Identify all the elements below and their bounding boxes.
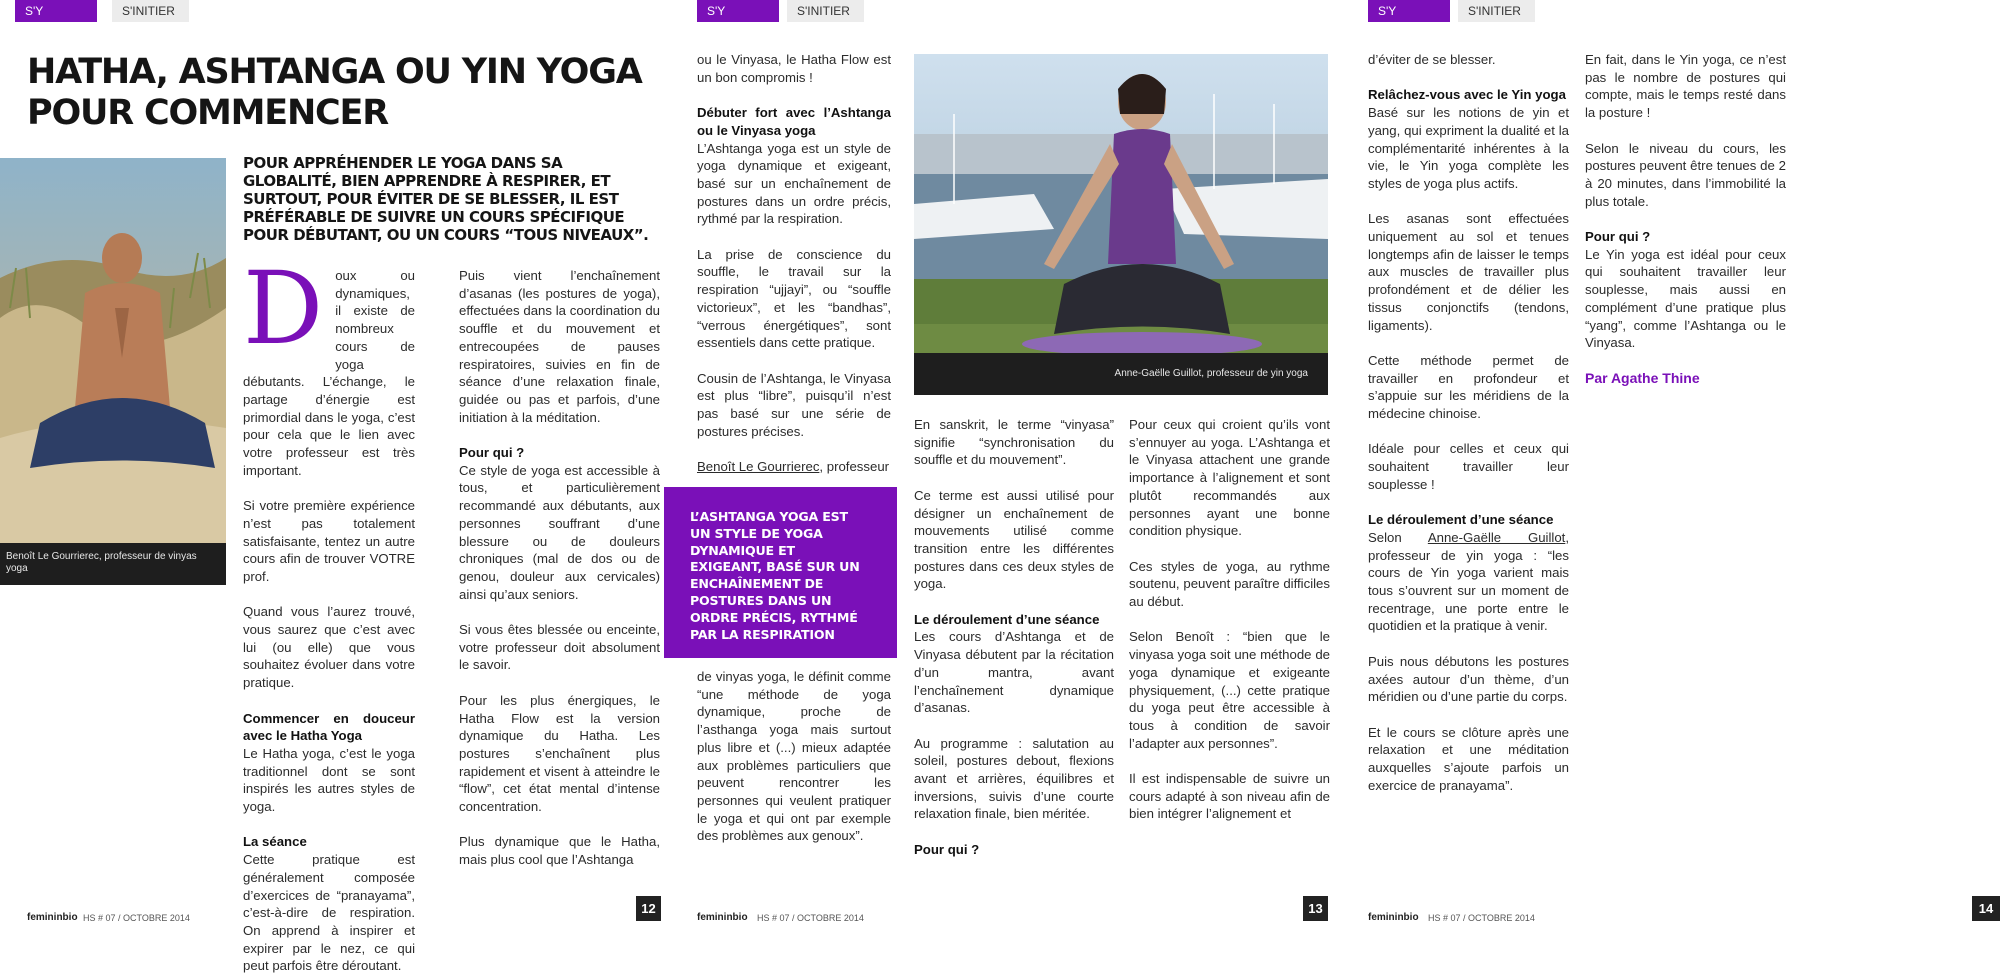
col2-p4: Pour les plus énergiques, le Hatha Flow est la version dynamique du Hatha. Les postures s’enchaînent plus rapidement et visent à atteindre le “flow”, cet état mental d’intense concentration. xyxy=(459,692,660,815)
footer-issue: HS # 07 / OCTOBRE 2014 xyxy=(1428,913,1535,923)
col6-heading-yin: Relâchez-vous avec le Yin yoga xyxy=(1368,87,1566,103)
column-7 xyxy=(1585,51,1786,387)
col6-p0: d’éviter de se blesser. xyxy=(1368,52,1496,67)
col3-p0: ou le Vinyasa, le Hatha Flow est un bon compromis ! xyxy=(697,52,891,85)
page-number: 14 xyxy=(1972,896,2000,921)
col4-p3: Les cours d’Ashtanga et de Vinyasa débutent par la récitation d’un mantra, avant l’enchaînement dynamique d’asanas. xyxy=(914,629,1114,716)
col3-benoit-link[interactable]: Benoît Le Gourrierec xyxy=(697,459,820,475)
col7-p2: Selon le niveau du cours, les postures peuvent être tenues de 2 à 20 minutes, dans l’immobilité la plus totale. xyxy=(1585,140,1786,209)
col2-p5: Plus dynamique que le Hatha, mais plus cool que l’Ashtanga xyxy=(459,834,660,868)
col1-intro: oux ou dynamiques, il existe de nombreux cours de yoga débutants. L’échange, le partage d’énergie est primordial dans le yoga, c’est pour cela que le lien avec votre professeur est très important. xyxy=(243,268,415,478)
col3-p5: de vinyas yoga, le définit comme “une méthode de yoga dynamique, proche de l’asthanga yoga mais surtout plus libre et (...) mieux adaptée aux problèmes particuliers que peuvent rencontrer les personnes qui veulent pratiquer le yoga et qui ont par exemple des problèmes aux genoux”. xyxy=(697,669,891,844)
col1-heading-seance: La séance xyxy=(243,834,307,850)
col5-p3: Selon Benoît : “bien que le vinyasa yoga soit une méthode de yoga dynamique et exigeante physiquement, (...) cette pratique du yoga peut être accessible à tous à condition de savoir l’adapter aux personnes”. xyxy=(1129,629,1330,751)
col6-p6: Puis nous débutons les postures axées autour d’un thème, d’un méridien ou d’une partie du corps. xyxy=(1368,653,1569,705)
col2-p2: Ce style de yoga est accessible à tous, et particulièrement recommandé aux débutants, aux personnes souffrant d’une blessure ou de douleurs chroniques (mal de dos ou de genou, douleur aux cervicales) ainsi qu’aux seniors. xyxy=(459,462,660,602)
tab-sy-mettre[interactable]: S'Y METTRE xyxy=(1368,0,1450,22)
col1-p4: Le Hatha yoga, c’est le yoga traditionnel dont se sont inspirés les autres styles de yoga. xyxy=(243,745,415,815)
col4-p2: Ce terme est aussi utilisé pour désigner un enchaînement de mouvements utilisé comme transition entre les différentes postures dans ces deux styles de yoga. xyxy=(914,487,1114,592)
col1-p2: Si votre première expérience n’est pas totalement satisfaisante, tentez un autre cours afin de trouver VOTRE prof. xyxy=(243,498,415,584)
pull-quote: L’ASHTANGA YOGA EST UN STYLE DE YOGA DYNAMIQUE ET EXIGEANT, BASÉ SUR UN ENCHAÎNEMENT DE POSTURES DANS UN ORDRE PRÉCIS, RYTHMÉ PAR LA RESPIRATION xyxy=(664,487,897,658)
col3-p3: Cousin de l’Ashtanga, le Vinyasa est plus “libre”, puisqu’il n’est pas basé sur une série de postures précises. xyxy=(697,370,891,439)
col6-p4: Idéale pour celles et ceux qui souhaitent travailler leur souplesse ! xyxy=(1368,441,1569,492)
footer-logo: femininbio xyxy=(27,912,78,923)
col2-p3: Si vous êtes blessée ou enceinte, votre professeur doit absolument le savoir. xyxy=(459,622,660,673)
photo-caption-right: Anne-Gaëlle Guillot, professeur de yin yoga xyxy=(914,353,1328,395)
col6-p3: Cette méthode permet de travailler en profondeur et s’appuie sur les méridiens de la médecine chinoise. xyxy=(1368,352,1569,422)
col1-p5: Cette pratique est généralement composée d’exercices de “pranayama”, c’est-à-dire de respiration. On apprend à inspirer et expirer par le nez, ce qui peut parfois être déroutant. xyxy=(243,852,415,974)
col7-heading-pour-qui: Pour qui ? xyxy=(1585,229,1651,244)
col4-heading-pour-qui: Pour qui ? xyxy=(914,841,980,857)
col6-heading-deroulement: Le déroulement d’une séance xyxy=(1368,512,1554,528)
page-number: 13 xyxy=(1303,896,1328,921)
col6-p5a: Selon xyxy=(1368,529,1428,545)
col4-heading-deroulement: Le déroulement d’une séance xyxy=(914,611,1100,627)
column-3 xyxy=(697,51,891,476)
col2-heading-pour-qui: Pour qui ? xyxy=(459,445,525,461)
tab-sinitier[interactable]: S'INITIER xyxy=(787,0,864,22)
col3-p2: La prise de conscience du souffle, le travail sur la respiration “ujjayi”, ou “souffle victorieux”, et les “bandhas”, “verrous énergétiques”, sont essentiels dans cette pratique. xyxy=(697,246,891,351)
tab-sy-mettre[interactable]: S'Y METTRE xyxy=(697,0,779,22)
footer-logo: femininbio xyxy=(1368,912,1419,923)
col6-p2: Les asanas sont effectuées uniquement au sol et tenues longtemps afin de laisser le temps aux muscles de travailler plus profondément et de délier les tissus conjonctifs (tendons, ligaments). xyxy=(1368,211,1569,333)
photo-benoit xyxy=(0,158,226,543)
col7-p3: Le Yin yoga est idéal pour ceux qui souhaitent travailler leur souplesse, mais aussi en complément d’une pratique plus “yang”, comme l’Ashtanga ou le Vinyasa. xyxy=(1585,246,1786,351)
col4-p4: Au programme : salutation au soleil, postures debout, flexions avant et arrières, équilibres et inversions, suivis d’une courte relaxation finale, bien méritée. xyxy=(914,735,1114,822)
col5-p4: Il est indispensable de suivre un cours adapté à son niveau afin de bien intégrer l’alignement et xyxy=(1129,771,1330,822)
photo-caption-left: Benoît Le Gourrierec, professeur de vinyas yoga xyxy=(0,543,226,585)
yoga-woman-image xyxy=(914,54,1328,395)
tab-sinitier[interactable]: S'INITIER xyxy=(112,0,189,22)
column-6 xyxy=(1368,51,1569,794)
footer-issue: HS # 07 / OCTOBRE 2014 xyxy=(757,913,864,923)
col2-p1: Puis vient l’enchaînement d’asanas (les postures de yoga), effectuées dans la coordination du souffle et du mouvement et entrecoupées de pauses respiratoires, suivies en fin de séance d’une relaxation finale, guidée ou pas et parfois, d’une initiation à la méditation. xyxy=(459,268,660,425)
column-5 xyxy=(1129,416,1330,823)
tab-sinitier[interactable]: S'INITIER xyxy=(1458,0,1535,22)
footer-logo: femininbio xyxy=(697,912,748,923)
photo-anne-gaelle xyxy=(914,54,1328,395)
column-4 xyxy=(914,416,1114,859)
col7-p1: En fait, dans le Yin yoga, ce n’est pas le nombre de postures qui compte, mais le temps resté dans la posture ! xyxy=(1585,52,1786,121)
col5-p2: Ces styles de yoga, au rythme soutenu, peuvent paraître difficiles au début. xyxy=(1129,558,1330,610)
col4-p1: En sanskrit, le terme “vinyasa” signifie “synchronisation du souffle et du mouvement”. xyxy=(914,417,1114,468)
col6-anne-gaelle-link[interactable]: Anne-Gaëlle Guillot xyxy=(1427,529,1566,545)
drop-cap: D xyxy=(243,250,324,367)
byline: Par Agathe Thine xyxy=(1585,369,1700,386)
col5-p1: Pour ceux qui croient qu’ils vont s’ennuyer au yoga. L’Ashtanga et le Vinyasa attachent une grande importance à l’alignement et sont plutôt recommandés aux personnes ayant une bonne condition physique. xyxy=(1129,417,1330,539)
tab-sy-mettre[interactable]: S'Y METTRE xyxy=(15,0,97,22)
col3-p1: L’Ashtanga yoga est un style de yoga dynamique et exigeant, basé sur un enchaînement de postures dans un ordre précis, rythmé par la respiration. xyxy=(697,140,891,227)
article-lede: POUR APPRÉHENDER LE YOGA DANS SA GLOBALITÉ, BIEN APPRENDRE À RESPIRER, ET SURTOUT, POUR ÉVITER DE SE BLESSER, IL EST PRÉFÉRABLE DE SUIVRE UN COURS SPÉCIFIQUE POUR DÉBUTANT, OU UN COURS “TOUS NIVEAUX”. xyxy=(243,154,649,244)
column-2 xyxy=(459,267,660,869)
col1-heading-hatha: Commencer en douceur avec le Hatha Yoga xyxy=(243,710,415,744)
column-3-continued xyxy=(697,668,891,845)
col6-p5c: , professeur de yin yoga : “les cours de Yin yoga varient mais tous s’ouvrent sur un moment de recentrage, une porte entre le quotidien et la pratique à venir. xyxy=(1368,529,1570,634)
col6-p1: Basé sur les notions de yin et yang, qui expriment la dualité et la complémentarité inhérentes à la vie, le Yin yoga complète les styles de yoga plus actifs. xyxy=(1368,105,1569,191)
col1-p3: Quand vous l’aurez trouvé, vous saurez que c’est avec lui (ou elle) que vous souhaitez évoluer dans votre pratique. xyxy=(243,604,415,691)
column-1 xyxy=(243,250,415,975)
col3-p4b: , professeur xyxy=(819,459,890,475)
yoga-man-image xyxy=(0,158,226,543)
page-number: 12 xyxy=(636,896,661,921)
footer-issue: HS # 07 / OCTOBRE 2014 xyxy=(83,913,190,923)
col6-p7: Et le cours se clôture après une relaxation et une méditation auxquelles s’ajoute parfois un exercice de pranayama”. xyxy=(1368,724,1569,793)
col3-heading-ashtanga: Débuter fort avec l’Ashtanga ou le Vinyasa yoga xyxy=(697,105,891,138)
article-title: HATHA, ASHTANGA OU YIN YOGA POUR COMMENCER xyxy=(27,52,642,133)
